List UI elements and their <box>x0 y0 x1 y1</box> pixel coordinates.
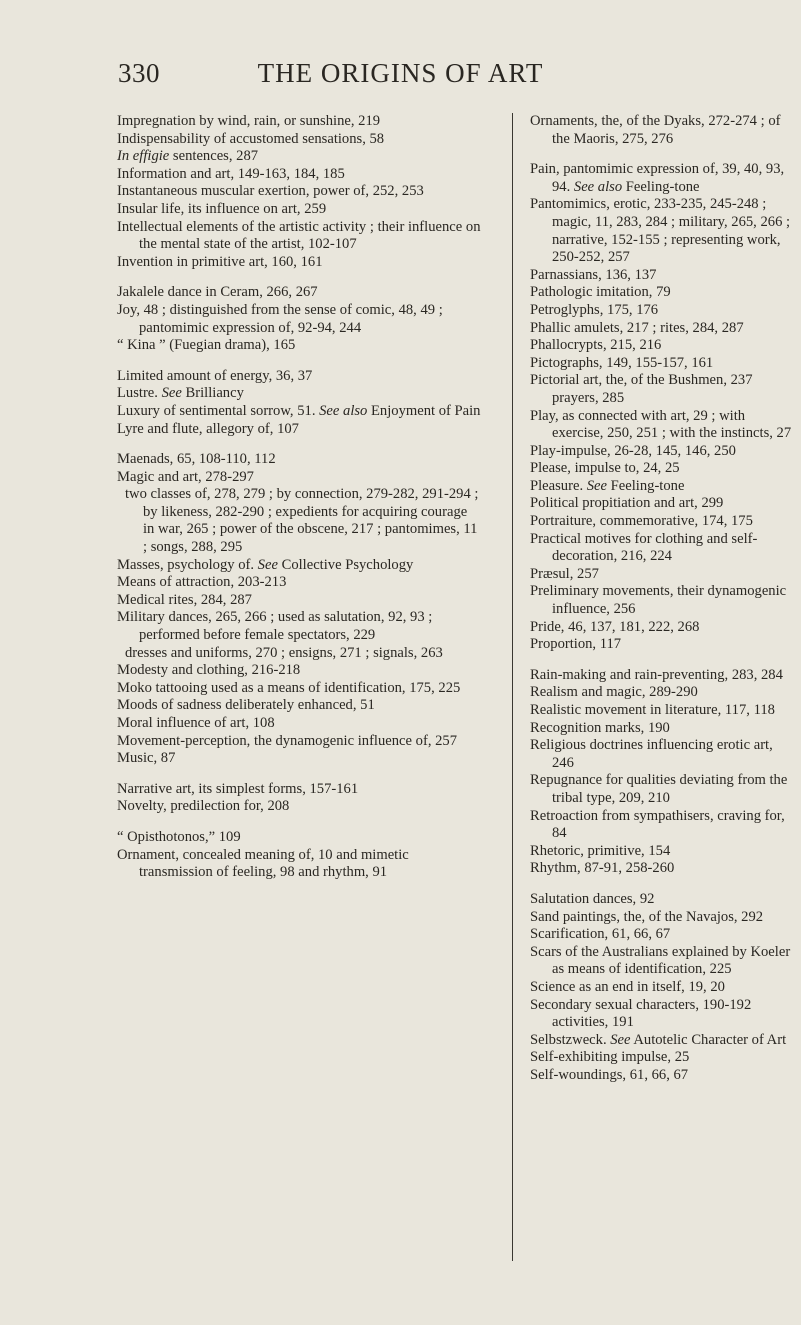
index-entry: Religious doctrines influencing erotic art, 246 <box>530 737 773 771</box>
index-entry: Phallocrypts, 215, 216 <box>530 337 662 354</box>
index-entry: Jakalele dance in Ceram, 266, 267 <box>117 284 318 301</box>
index-entry: Instantaneous muscular exertion, power of, 252, 253 <box>117 183 424 200</box>
index-entry: Narrative art, its simplest forms, 157-161 <box>117 780 359 797</box>
index-entry: Rhetoric, primitive, 154 <box>530 842 671 859</box>
index-entry: Political propitiation and art, 299 <box>530 495 724 512</box>
index-entry: Moko tattooing used as a means of identification, 175, 225 <box>117 679 461 696</box>
index-entry: Limited amount of energy, 36, 37 <box>117 367 313 384</box>
index-entry: Medical rites, 284, 287 <box>117 591 252 608</box>
index-entry: Pride, 46, 137, 181, 222, 268 <box>530 618 700 635</box>
index-entry: Masses, psychology of. See Collective Psychology <box>117 556 414 573</box>
index-entry: Luxury of sentimental sorrow, 51. See also Enjoyment of Pain <box>117 402 481 419</box>
index-entry: Play, as connected with art, 29 ; with exercise, 250, 251 ; with the instincts, 27 <box>530 407 792 442</box>
index-entry: Invention in primitive art, 160, 161 <box>117 253 323 270</box>
running-header <box>0 58 801 98</box>
index-entry: Indispensability of accustomed sensations, 58 <box>117 130 385 147</box>
index-entry: Parnassians, 136, 137 <box>530 266 657 283</box>
index-entry: Maenads, 65, 108-110, 112 <box>117 451 276 468</box>
index-entry: Realistic movement in literature, 117, 118 <box>530 702 775 718</box>
index-entry: “ Kina ” (Fuegian drama), 165 <box>117 337 296 354</box>
index-entry: Realism and magic, 289-290 <box>530 684 698 701</box>
index-entry: Magic and art, 278-297 <box>117 468 254 485</box>
index-entry: Moral influence of art, 108 <box>117 715 275 731</box>
index-entry: Ornaments, the, of the Dyaks, 272-274 ; of the Maoris, 275, 276 <box>530 113 781 147</box>
index-entry: Pleasure. See Feeling-tone <box>530 477 685 494</box>
index-entry: Self-exhibiting impulse, 25 <box>530 1049 690 1066</box>
index-entry: “ Opisthotonos,” 109 <box>117 828 241 845</box>
index-entry: Play-impulse, 26-28, 145, 146, 250 <box>530 442 736 459</box>
index-entry: Repugnance for qualities deviating from the tribal type, 209, 210 <box>530 772 788 806</box>
index-entry: Information and art, 149-163, 184, 185 <box>117 165 345 182</box>
index-entry: Joy, 48 ; distinguished from the sense of comic, 48, 49 ; pantomimic expression of, 92-94, 244 <box>117 301 443 336</box>
index-column-right <box>530 113 798 1084</box>
index-entry: Præsul, 257 <box>530 565 599 582</box>
index-entry: Scars of the Australians explained by Koeler as means of identification, 225 <box>530 943 791 978</box>
index-entry: Scarification, 61, 66, 67 <box>530 926 671 943</box>
index-entry: Ornament, concealed meaning of, 10 and mimetic transmission of feeling, 98 and rhythm, 91 <box>117 846 409 881</box>
index-entry: Means of attraction, 203-213 <box>117 574 287 591</box>
index-entry: Rhythm, 87-91, 258-260 <box>530 860 675 877</box>
index-entry: Pictorial art, the, of the Bushmen, 237 prayers, 285 <box>530 372 753 406</box>
column-divider <box>512 113 513 1261</box>
index-entry: Movement-perception, the dynamogenic influence of, 257 <box>117 732 458 749</box>
index-entry: Sand paintings, the, of the Navajos, 292 <box>530 908 764 925</box>
index-entry: Rain-making and rain-preventing, 283, 284 <box>530 666 783 683</box>
index-entry: Military dances, 265, 266 ; used as salutation, 92, 93 ; performed before female spectators, 229 <box>117 609 433 644</box>
index-entry: Modesty and clothing, 216-218 <box>117 662 301 679</box>
index-entry: Science as an end in itself, 19, 20 <box>530 978 725 995</box>
page-title: THE ORIGINS OF ART <box>257 58 544 88</box>
index-entry: Intellectual elements of the artistic activity ; their influence on the mental state of the artist, 102-107 <box>117 218 481 253</box>
index-entry: Salutation dances, 92 <box>530 890 655 907</box>
index-entry: Recognition marks, 190 <box>530 719 670 736</box>
index-entry: Pantomimics, erotic, 233-235, 245-248 ; magic, 11, 283, 284 ; military, 265, 266 ; narrative, 152-155 ; representing work, 250-252, 257 <box>530 196 791 266</box>
index-entry: Please, impulse to, 24, 25 <box>530 460 680 477</box>
index-entry: In effigie sentences, 287 <box>117 148 259 165</box>
index-entry: Self-woundings, 61, 66, 67 <box>530 1066 689 1083</box>
index-entry: Lyre and flute, allegory of, 107 <box>117 420 299 437</box>
page-number: 330 <box>118 58 160 88</box>
index-entry: Moods of sadness deliberately enhanced, 51 <box>117 697 375 714</box>
index-entry: Pathologic imitation, 79 <box>530 284 671 301</box>
index-column-left <box>117 113 482 882</box>
index-entry: Novelty, predilection for, 208 <box>117 798 290 815</box>
index-entry: Lustre. See Brilliancy <box>117 385 244 402</box>
index-entry: Pain, pantomimic expression of, 39, 40, 93, 94. See also Feeling-tone <box>530 161 785 195</box>
index-entry: Portraiture, commemorative, 174, 175 <box>530 513 753 530</box>
index-entry: Insular life, its influence on art, 259 <box>117 200 327 217</box>
index-entry: dresses and uniforms, 270 ; ensigns, 271 ; signals, 263 <box>125 644 443 661</box>
index-entry: two classes of, 278, 279 ; by connection, 279-282, 291-294 ; by likeness, 282-290 ; expedients for acquiring courage in war, 265 ; power of the obscene, 217 ; pantomimes, 11 ; songs, 288, 295 <box>125 486 479 556</box>
index-entry: Selbstzweck. See Autotelic Character of Art <box>530 1031 787 1048</box>
index-entry: Secondary sexual characters, 190-192 activities, 191 <box>530 996 752 1031</box>
index-entry: Retroaction from sympathisers, craving for, 84 <box>530 807 785 842</box>
index-entry: Proportion, 117 <box>530 636 622 653</box>
index-entry: Phallic amulets, 217 ; rites, 284, 287 <box>530 319 744 336</box>
index-entry: Petroglyphs, 175, 176 <box>530 301 659 318</box>
index-entry: Music, 87 <box>117 750 176 767</box>
index-entry: Pictographs, 149, 155-157, 161 <box>530 354 714 371</box>
index-entry: Impregnation by wind, rain, or sunshine, 219 <box>117 113 381 129</box>
index-entry: Practical motives for clothing and self-decoration, 216, 224 <box>530 530 758 565</box>
index-entry: Preliminary movements, their dynamogenic influence, 256 <box>530 583 787 618</box>
